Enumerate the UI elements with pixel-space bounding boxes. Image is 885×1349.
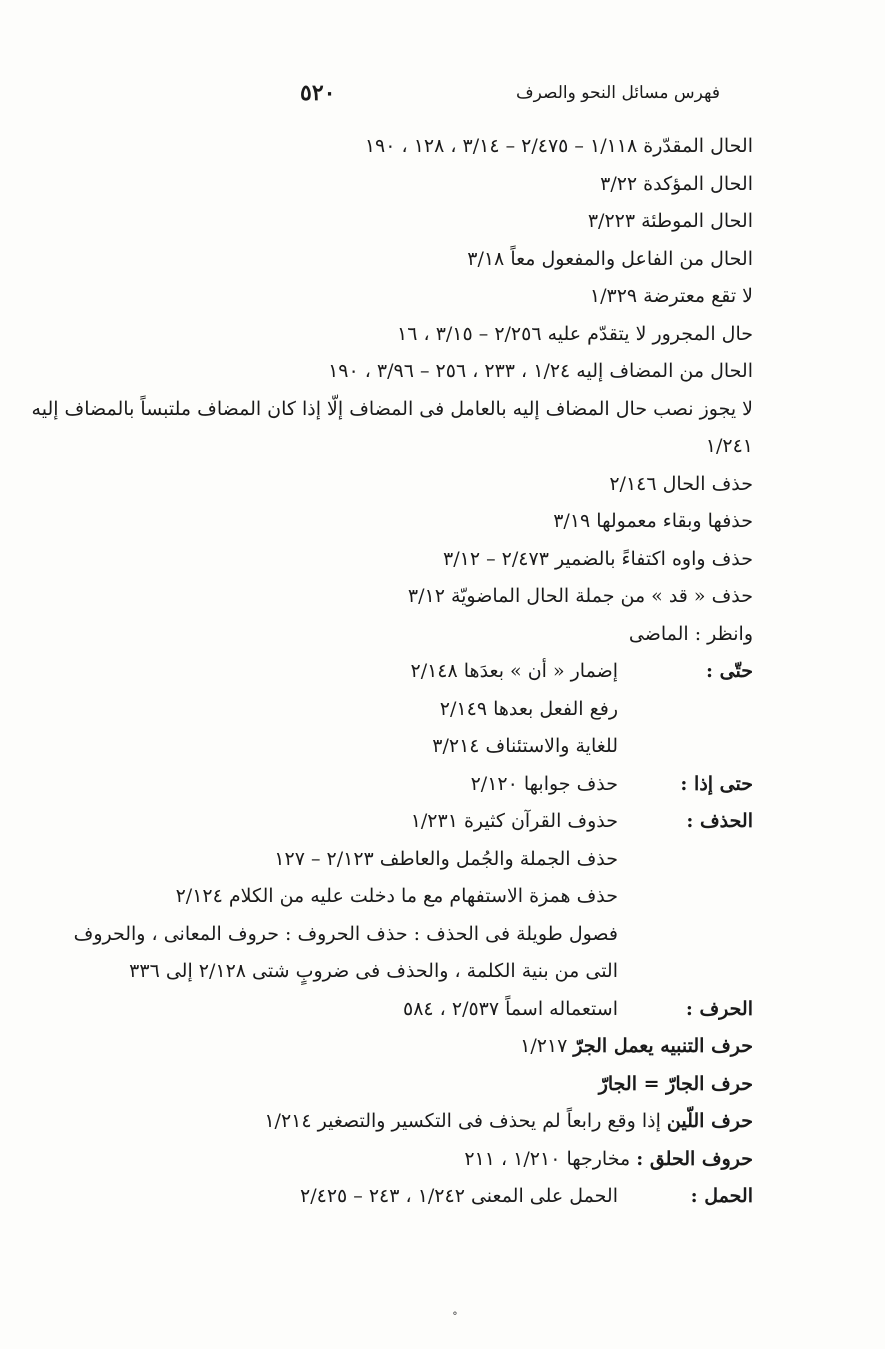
entry-text: حذوف القرآن كثيرة ١/٢٣١ (410, 810, 618, 832)
entry-text: حذف الجملة والجُمل والعاطف ٢/١٢٣ – ١٢٧ (274, 847, 618, 870)
index-entry: حذف واوه اكتفاءً بالضمير ٢/٤٧٣ – ٣/١٢ (443, 547, 753, 570)
entry-text: ١/٢١٧ (520, 1035, 574, 1057)
page-number: ٥٢٠ (300, 80, 336, 106)
entry-text: حذف جوابها ٢/١٢٠ (470, 772, 618, 795)
entry-term: حرف التنبيه يعمل الجرّ (573, 1035, 753, 1057)
page-header (300, 78, 720, 108)
index-entry (55, 803, 753, 841)
index-entry (55, 1028, 753, 1066)
index-entry: لا تقع معترضة ١/٣٢٩ (589, 285, 753, 307)
entry-text: إضمار « أن » بعدَها ٢/١٤٨ (410, 660, 618, 682)
index-entry (55, 766, 753, 804)
entry-term: حتى إذا : (680, 772, 753, 795)
index-entry: الحال المقدّرة ١/١١٨ – ٢/٤٧٥ – ٣/١٤ ، ١٢٨ ، ١٩٠ (364, 135, 753, 157)
entry-text: حذف همزة الاستفهام مع ما دخلت عليه من الكلام ٢/١٢٤ (175, 885, 618, 907)
entry-text: للغاية والاستئناف ٣/٢١٤ (432, 735, 618, 757)
index-entry: الحال المؤكدة ٣/٢٢ (600, 172, 753, 195)
entry-text: إذا وقع رابعاً لم يحذف فى التكسير والتصغير ١/٢١٤ (264, 1110, 667, 1132)
entry-text: رفع الفعل بعدها ٢/١٤٩ (439, 697, 618, 720)
index-entry: حذف الحال ٢/١٤٦ (609, 472, 753, 495)
index-entry (55, 728, 753, 766)
entry-term (618, 878, 753, 916)
index-entry: وانظر : الماضى (628, 622, 753, 645)
entry-term: حروف الحلق : (636, 1147, 753, 1170)
entry-term: الحذف : (686, 810, 753, 832)
index-entry: الحال من المضاف إليه ١/٢٤ ، ٢٣٣ ، ٢٥٦ – ٣/٩٦ ، ١٩٠ (328, 360, 753, 382)
entry-term: الحرف : (685, 997, 753, 1020)
index-entry: الحال الموطئة ٣/٢٢٣ (587, 210, 753, 232)
index-entries (31, 128, 753, 1216)
index-entry (55, 1066, 753, 1104)
index-entry (55, 1141, 753, 1179)
index-entry: ١/٢٤١ (705, 435, 753, 457)
index-entry: حذف « قد » من جملة الحال الماضويّة ٣/١٢ (407, 585, 753, 607)
entry-text: فصول طويلة فى الحذف : حذف الحروف : حروف المعانى ، والحروف (73, 922, 618, 945)
entry-term (618, 841, 753, 879)
index-entry (55, 691, 753, 729)
footer-mark: ∘ (452, 1306, 458, 1320)
index-entry: لا يجوز نصب حال المضاف إليه بالعامل فى المضاف إلّا إذا كان المضاف ملتبساً بالمضاف إليه (31, 397, 753, 420)
entry-term: حرف اللّين (666, 1110, 753, 1132)
entry-term: حتّى : (706, 660, 753, 682)
index-entry (55, 953, 753, 991)
running-title: فهرس مسائل النحو والصرف (515, 83, 720, 103)
entry-term: الحمل : (690, 1185, 753, 1207)
index-entry (55, 653, 753, 691)
entry-term (618, 728, 753, 766)
index-entry (55, 916, 753, 954)
entry-term: حرف الجارّ = الجارّ (598, 1072, 753, 1095)
index-entry: حذفها وبقاء معمولها ٣/١٩ (553, 510, 753, 532)
entry-term (618, 916, 753, 954)
entry-text: مخارجها ١/٢١٠ ، ٢١١ (464, 1147, 637, 1170)
entry-text: الحمل على المعنى ١/٢٤٢ ، ٢٤٣ – ٢/٤٢٥ (300, 1185, 618, 1207)
index-entry: حال المجرور لا يتقدّم عليه ٢/٢٥٦ – ٣/١٥ ، ١٦ (397, 322, 753, 345)
entry-text: التى من بنية الكلمة ، والحذف فى ضروبٍ شتى ٢/١٢٨ إلى ٣٣٦ (129, 960, 618, 982)
index-entry (55, 1178, 753, 1216)
index-entry: الحال من الفاعل والمفعول معاً ٣/١٨ (467, 247, 753, 270)
index-entry (55, 991, 753, 1029)
index-entry (55, 878, 753, 916)
entry-text: استعماله اسماً ٢/٥٣٧ ، ٥٨٤ (403, 997, 618, 1020)
entry-term (618, 691, 753, 729)
index-entry (55, 1103, 753, 1141)
entry-term (618, 953, 753, 991)
index-entry (55, 841, 753, 879)
